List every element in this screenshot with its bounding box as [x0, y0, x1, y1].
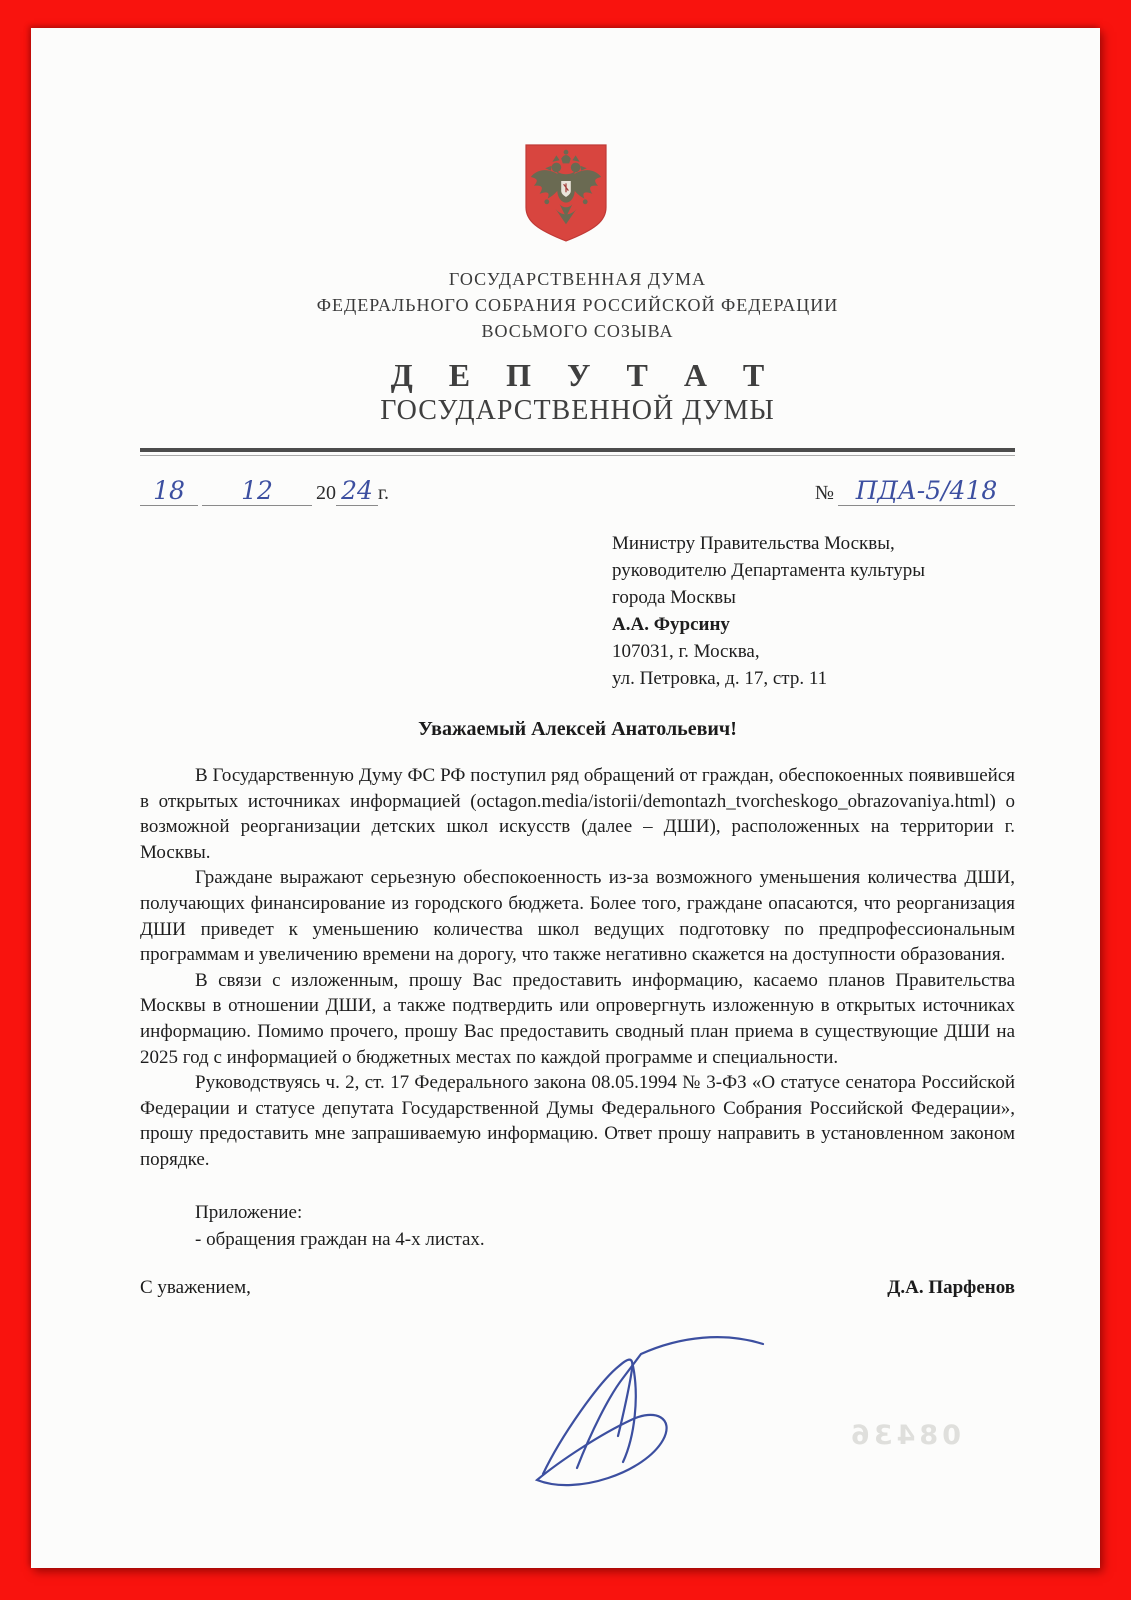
body-paragraph: Руководствуясь ч. 2, ст. 17 Федерального закона 08.05.1994 № 3-ФЗ «О статусе сенатора Российской Федерации и статусе депутата Государственной Думы Федерального Собрания Российской Федерации», прошу предоставить мне запрашиваемую информацию. Ответ прошу направить в установленном законом порядке.	[140, 1072, 1015, 1170]
divider-thin-line	[140, 455, 1015, 456]
closing-regards: С уважением,	[140, 1276, 251, 1298]
russia-coat-of-arms-icon	[518, 140, 614, 246]
signature-scribble	[513, 1324, 773, 1494]
attachment-label: Приложение:	[195, 1201, 303, 1223]
letterhead-divider	[140, 448, 1015, 456]
date-day-handwritten: 18	[140, 476, 198, 506]
letterhead-org-lines	[140, 266, 1015, 344]
deputy-title-line-2: ГОСУДАРСТВЕННОЙ ДУМЫ	[380, 395, 775, 426]
recipient-line: руководителю Департамента культуры	[612, 560, 925, 581]
date-year-suffix-handwritten: 24	[336, 476, 378, 506]
number-value-handwritten: ПДА-5/418	[838, 476, 1015, 506]
date-year-prefix: 20	[316, 482, 336, 504]
closing-row	[140, 1277, 1015, 1299]
body-paragraph: Граждане выражают серьезную обеспокоенность из-за возможного уменьшения количества ДШИ, получающих финансирование из городского бюджета. Более того, граждане опасаются, что реорганизация ДШИ приведет к уменьшению количества школ ведущих подготовку по предпрофессиональным программам и увеличению времени на дорогу, что также негативно скажется на доступности образования.	[140, 867, 1015, 966]
deputy-title-line-1: Д Е П У Т А Т	[390, 357, 779, 393]
divider-thick-line	[140, 448, 1015, 452]
date-number-row	[140, 476, 1015, 506]
org-line-1: ГОСУДАРСТВЕННАЯ ДУМА	[448, 269, 707, 289]
deputy-title	[140, 356, 1015, 428]
body-paragraph: В связи с изложенным, прошу Вас предоставить информацию, касаемо планов Правительства Москвы в отношении ДШИ, а также подтвердить или опровергнуть изложенную в открытых источниках информацию. Помимо прочего, прошу Вас предоставить сводный план приема в существующие ДШИ на 2025 год с информацией о бюджетных местах по каждой программе и специальности.	[140, 969, 1015, 1068]
org-line-3: ВОСЬМОГО СОЗЫВА	[481, 321, 674, 341]
org-line-2: ФЕДЕРАЛЬНОГО СОБРАНИЯ РОССИЙСКОЙ ФЕДЕРАЦИИ	[316, 295, 839, 315]
recipient-line: города Москвы	[612, 587, 736, 608]
attachment-item: - обращения граждан на 4-х листах.	[195, 1228, 485, 1250]
attachment-block	[140, 1199, 1015, 1253]
date-year-unit: г.	[378, 482, 389, 504]
bleed-through-number: 08436	[847, 1420, 961, 1451]
date-month-handwritten: 12	[202, 476, 312, 506]
recipient-name: А.А. Фурсину	[612, 614, 730, 635]
salutation: Уважаемый Алексей Анатольевич!	[418, 718, 737, 740]
recipient-line: Министру Правительства Москвы,	[612, 533, 895, 554]
recipient-address-line: 107031, г. Москва,	[612, 641, 760, 662]
date-group	[140, 476, 389, 506]
signer-name: Д.А. Парфенов	[887, 1276, 1015, 1298]
number-label: №	[814, 482, 834, 504]
recipient-address-line: ул. Петровка, д. 17, стр. 11	[612, 668, 828, 689]
body-paragraph: В Государственную Думу ФС РФ поступил ряд обращений от граждан, обеспокоенных появившейся в открытых источниках информацией (octagon.media/istorii/demontazh_tvorcheskogo_obrazovaniya.html) о возможной реорганизации детских школ искусств (далее – ДШИ), расположенных на территории г. Москвы.	[140, 765, 1015, 863]
number-group	[815, 476, 1015, 506]
letter-page	[31, 28, 1100, 1568]
recipient-block	[612, 530, 1015, 692]
letter-body	[140, 763, 1015, 1173]
